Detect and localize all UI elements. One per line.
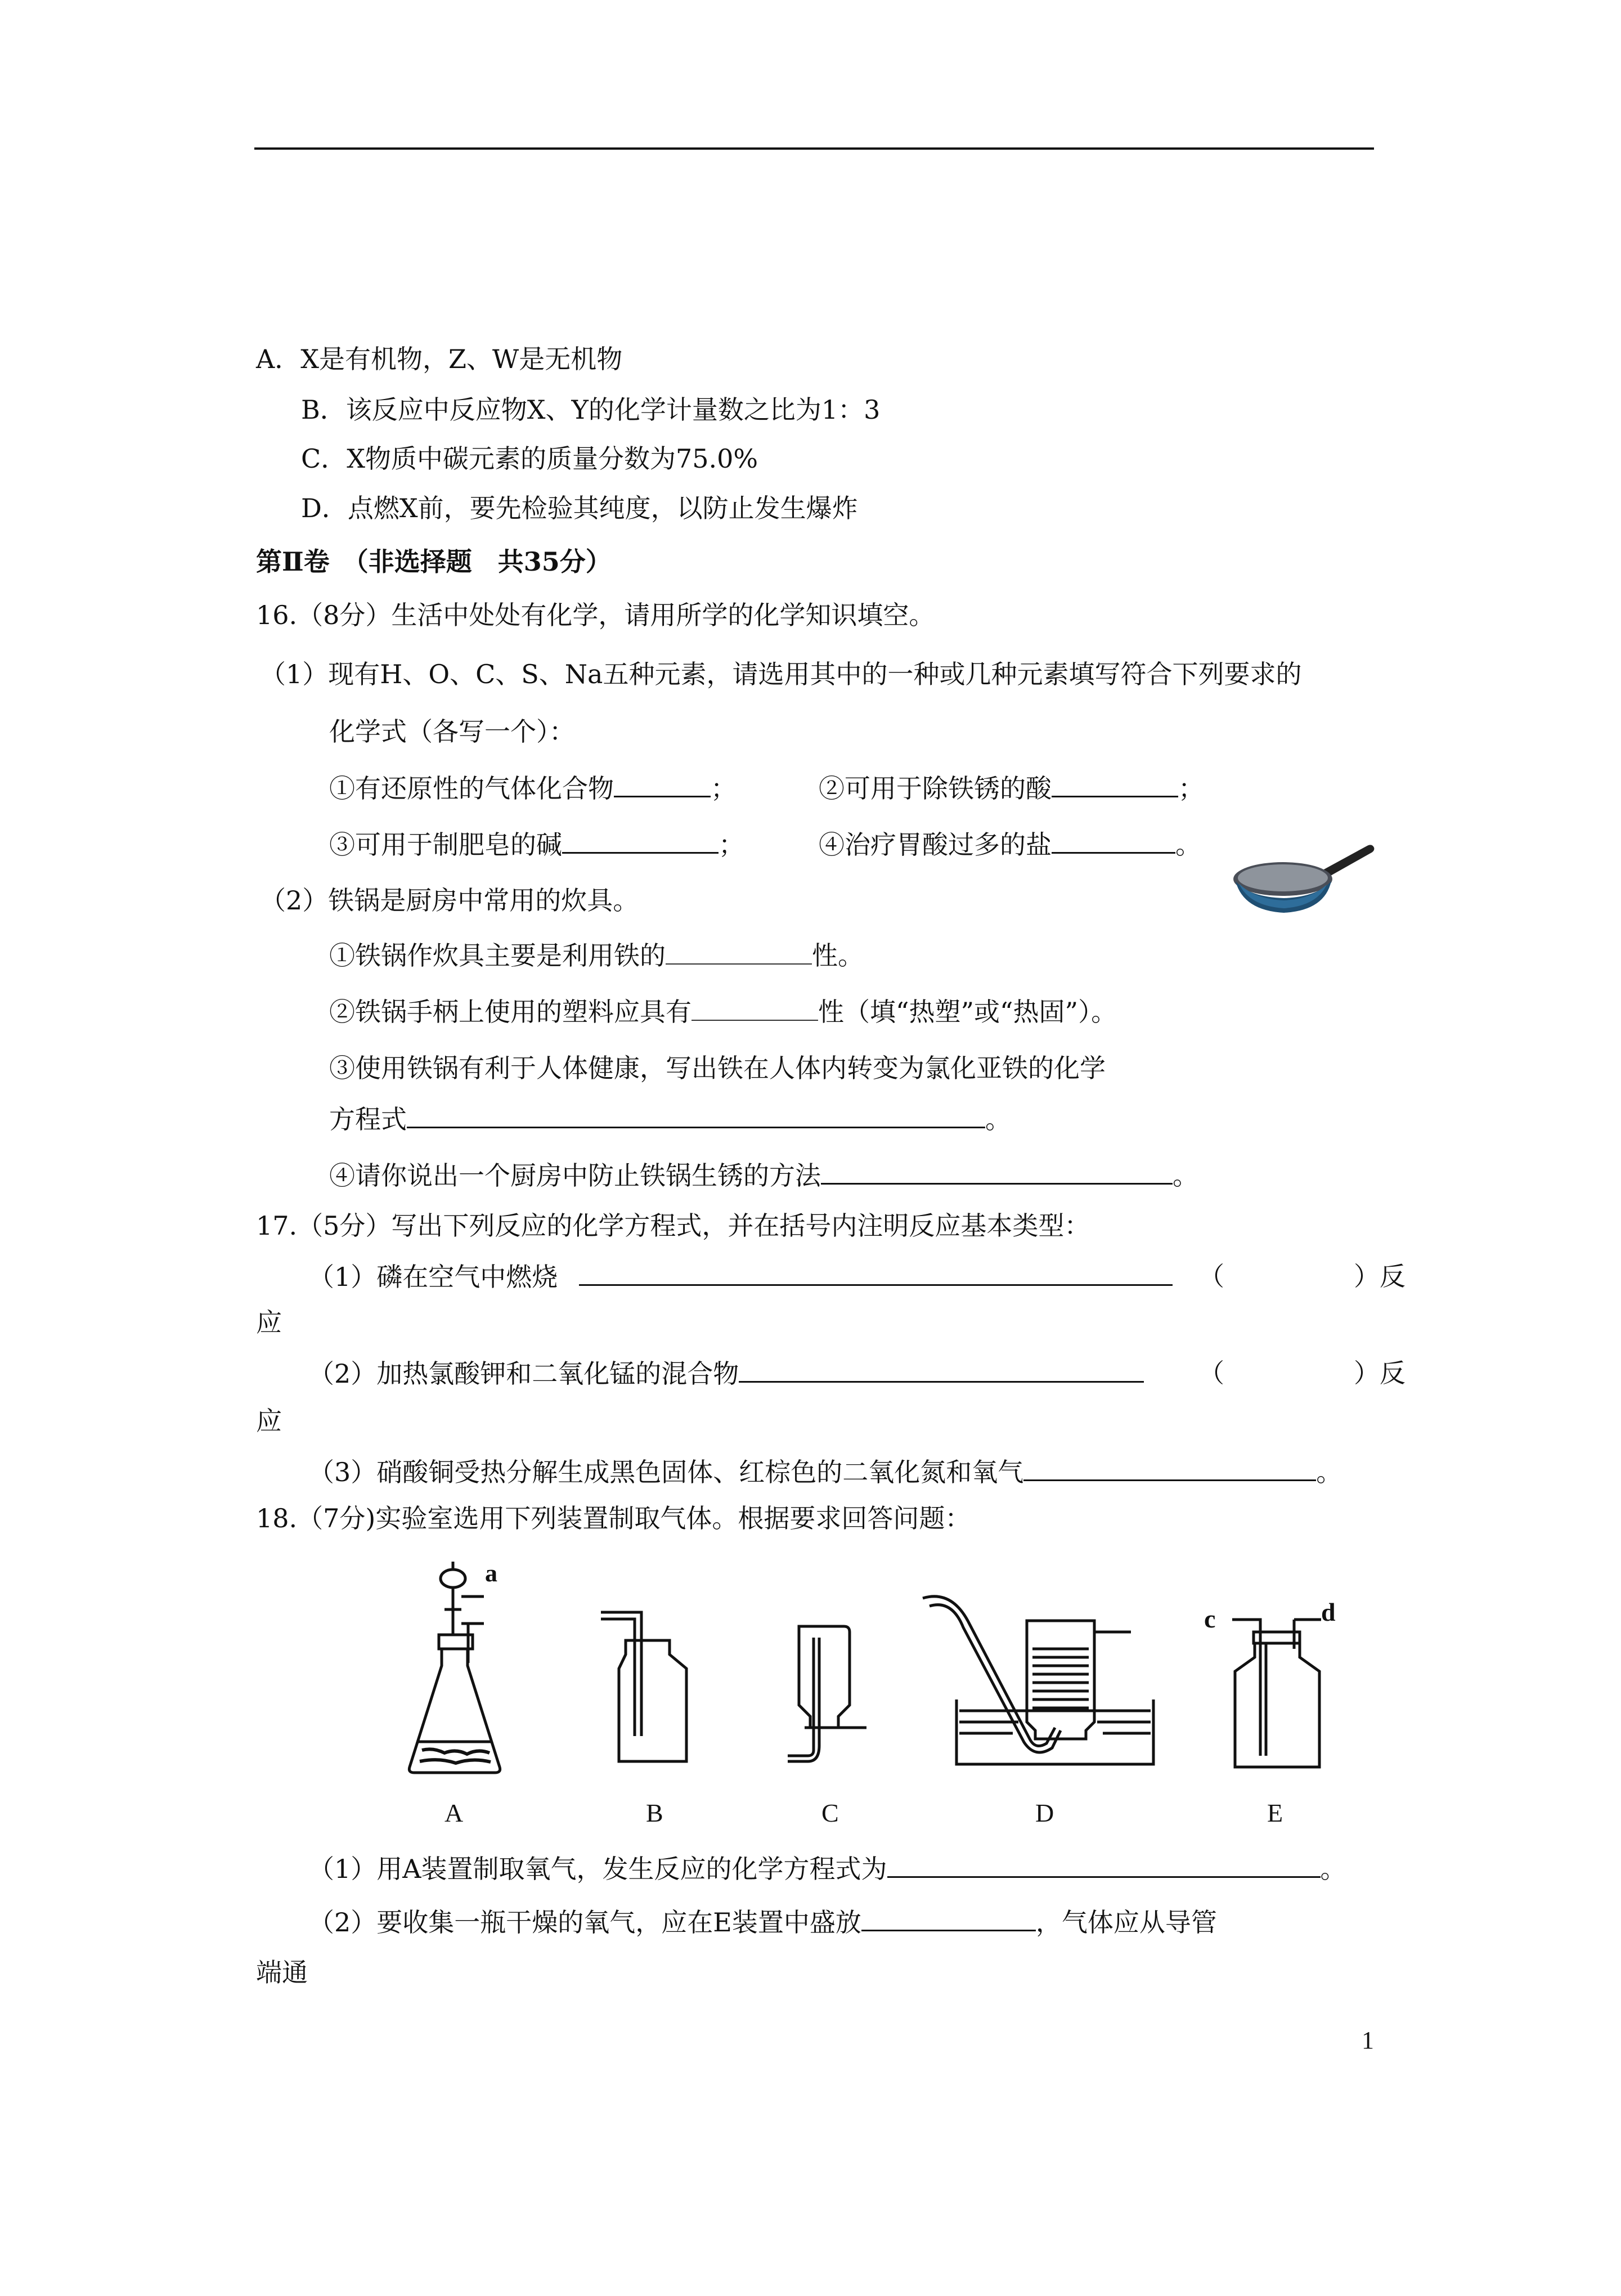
period: 。 xyxy=(985,1104,1011,1134)
q17-r2-type xyxy=(1198,1356,1406,1390)
q16-p2-2-suffix: 性（填“热塑”或“热固”）。 xyxy=(818,997,1117,1027)
answer-blank[interactable] xyxy=(739,1356,1144,1383)
answer-blank[interactable] xyxy=(562,827,719,854)
page-number: 1 xyxy=(1362,2026,1374,2054)
answer-blank[interactable] xyxy=(407,1102,985,1128)
q16-stem: 16.（8分）生活中处处有化学，请用所学的化学知识填空。 xyxy=(256,600,935,630)
apparatus-a-flask xyxy=(405,1550,518,1787)
q16-item-1 xyxy=(329,771,737,805)
semicolon: ； xyxy=(711,773,737,804)
q16-p2-3b-text: 方程式 xyxy=(329,1104,407,1134)
q16-p2-4 xyxy=(329,1158,1198,1192)
mark-a: a xyxy=(485,1559,497,1587)
mark-d: d xyxy=(1321,1598,1336,1626)
apparatus-b-bottle xyxy=(596,1607,709,1775)
q16-item-2 xyxy=(819,771,1204,805)
q16-item-1-text: ①有还原性的气体化合物 xyxy=(329,773,614,804)
paren-open: （ xyxy=(1198,1261,1224,1292)
choice-a: A．X是有机物，Z、W是无机物 xyxy=(256,344,623,374)
q16-p2-1-suffix: 性。 xyxy=(812,940,864,971)
paren-open: （ xyxy=(1198,1358,1224,1388)
semicolon: ； xyxy=(719,829,744,860)
q17-r1-type xyxy=(1198,1259,1406,1293)
period: 。 xyxy=(1173,1160,1198,1191)
paren-close: ）反 xyxy=(1354,1261,1406,1292)
answer-blank[interactable] xyxy=(1052,771,1178,797)
q17-r1-wrap: 应 xyxy=(256,1307,282,1338)
q17-stem: 17.（5分）写出下列反应的化学方程式，并在括号内注明反应基本类型： xyxy=(256,1210,1090,1241)
section-title: 第Ⅱ卷 （非选择题 共35分） xyxy=(256,546,612,577)
q16-item-4 xyxy=(819,827,1201,862)
q16-p2: （2）铁锅是厨房中常用的炊具。 xyxy=(260,885,639,916)
q16-item-3-text: ③可用于制肥皂的碱 xyxy=(329,829,562,860)
answer-blank[interactable] xyxy=(614,771,711,797)
q16-p2-4-text: ④请你说出一个厨房中防止铁锅生锈的方法 xyxy=(329,1160,821,1191)
q17-r3 xyxy=(308,1455,1342,1489)
semicolon: ； xyxy=(1178,773,1204,804)
q16-item-3 xyxy=(329,827,744,862)
q16-p1-b: 化学式（各写一个）： xyxy=(329,716,575,747)
q17-r2-wrap: 应 xyxy=(256,1406,282,1436)
answer-blank[interactable] xyxy=(1052,827,1175,854)
q18-s2-mid: ，气体应从导管 xyxy=(1035,1907,1217,1938)
label-a: A xyxy=(444,1799,464,1827)
q18-stem: 18.（7分)实验室选用下列装置制取气体。根据要求回答问题： xyxy=(256,1503,971,1533)
q17-r2-text: （2）加热氯酸钾和二氧化锰的混合物 xyxy=(308,1358,739,1389)
q16-item-4-text: ④治疗胃酸过多的盐 xyxy=(819,829,1052,860)
q16-p2-3a: ③使用铁锅有利于人体健康，写出铁在人体内转变为氯化亚铁的化学 xyxy=(329,1053,1106,1083)
mark-c: c xyxy=(1204,1604,1216,1633)
answer-blank[interactable] xyxy=(1023,1455,1316,1481)
choice-b: B．该反应中反应物X、Y的化学计量数之比为1：3 xyxy=(301,394,881,425)
q16-p2-3b xyxy=(329,1102,1011,1136)
period: 。 xyxy=(1320,1854,1346,1884)
answer-blank[interactable] xyxy=(887,1851,1321,1878)
q17-r1-text: （1）磷在空气中燃烧 xyxy=(308,1262,558,1292)
answer-blank[interactable] xyxy=(666,939,812,965)
q17-r2 xyxy=(308,1356,1144,1391)
label-e: E xyxy=(1267,1799,1283,1827)
q18-s1 xyxy=(308,1851,1346,1886)
paren-close: ）反 xyxy=(1354,1358,1406,1388)
q18-s2-text: （2）要收集一瓶干燥的氧气，应在E装置中盛放 xyxy=(308,1907,861,1938)
answer-blank[interactable] xyxy=(691,995,818,1021)
apparatus-e-gas-washing-bottle xyxy=(1221,1609,1333,1778)
q16-p2-1-text: ①铁锅作炊具主要是利用铁的 xyxy=(329,940,666,971)
q16-p2-1 xyxy=(329,939,864,972)
answer-blank[interactable] xyxy=(861,1905,1036,1931)
choice-d: D．点燃X前，要先检验其纯度，以防止发生爆炸 xyxy=(301,493,858,523)
q18-s1-text: （1）用A装置制取氧气，发生反应的化学方程式为 xyxy=(308,1854,887,1884)
q16-p2-2 xyxy=(329,995,1117,1029)
label-c: C xyxy=(821,1799,839,1827)
q16-item-2-text: ②可用于除铁锈的酸 xyxy=(819,773,1052,804)
wok-image xyxy=(1232,838,1384,929)
header-rule xyxy=(254,147,1374,150)
q16-p2-2-text: ②铁锅手柄上使用的塑料应具有 xyxy=(329,997,691,1027)
answer-blank[interactable] xyxy=(821,1158,1173,1185)
answer-blank[interactable] xyxy=(579,1259,1173,1286)
apparatus-d-water-trough xyxy=(917,1587,1159,1773)
choice-c: C．X物质中碳元素的质量分数为75.0% xyxy=(301,443,758,474)
label-b: B xyxy=(646,1799,663,1827)
q17-r3-text: （3）硝酸铜受热分解生成黑色固体、红棕色的二氧化氮和氧气 xyxy=(308,1457,1024,1487)
period: 。 xyxy=(1316,1457,1342,1487)
period: 。 xyxy=(1175,829,1201,860)
q18-s2-wrap: 端通 xyxy=(256,1957,308,1988)
label-d: D xyxy=(1035,1799,1054,1827)
q16-p1-a: （1）现有H、O、C、S、Na五种元素，请选用其中的一种或几种元素填写符合下列要求的 xyxy=(260,659,1302,689)
q17-r1 xyxy=(308,1259,1173,1294)
q18-s2 xyxy=(308,1905,1217,1939)
apparatus-c-inverted-bottle xyxy=(782,1621,895,1778)
